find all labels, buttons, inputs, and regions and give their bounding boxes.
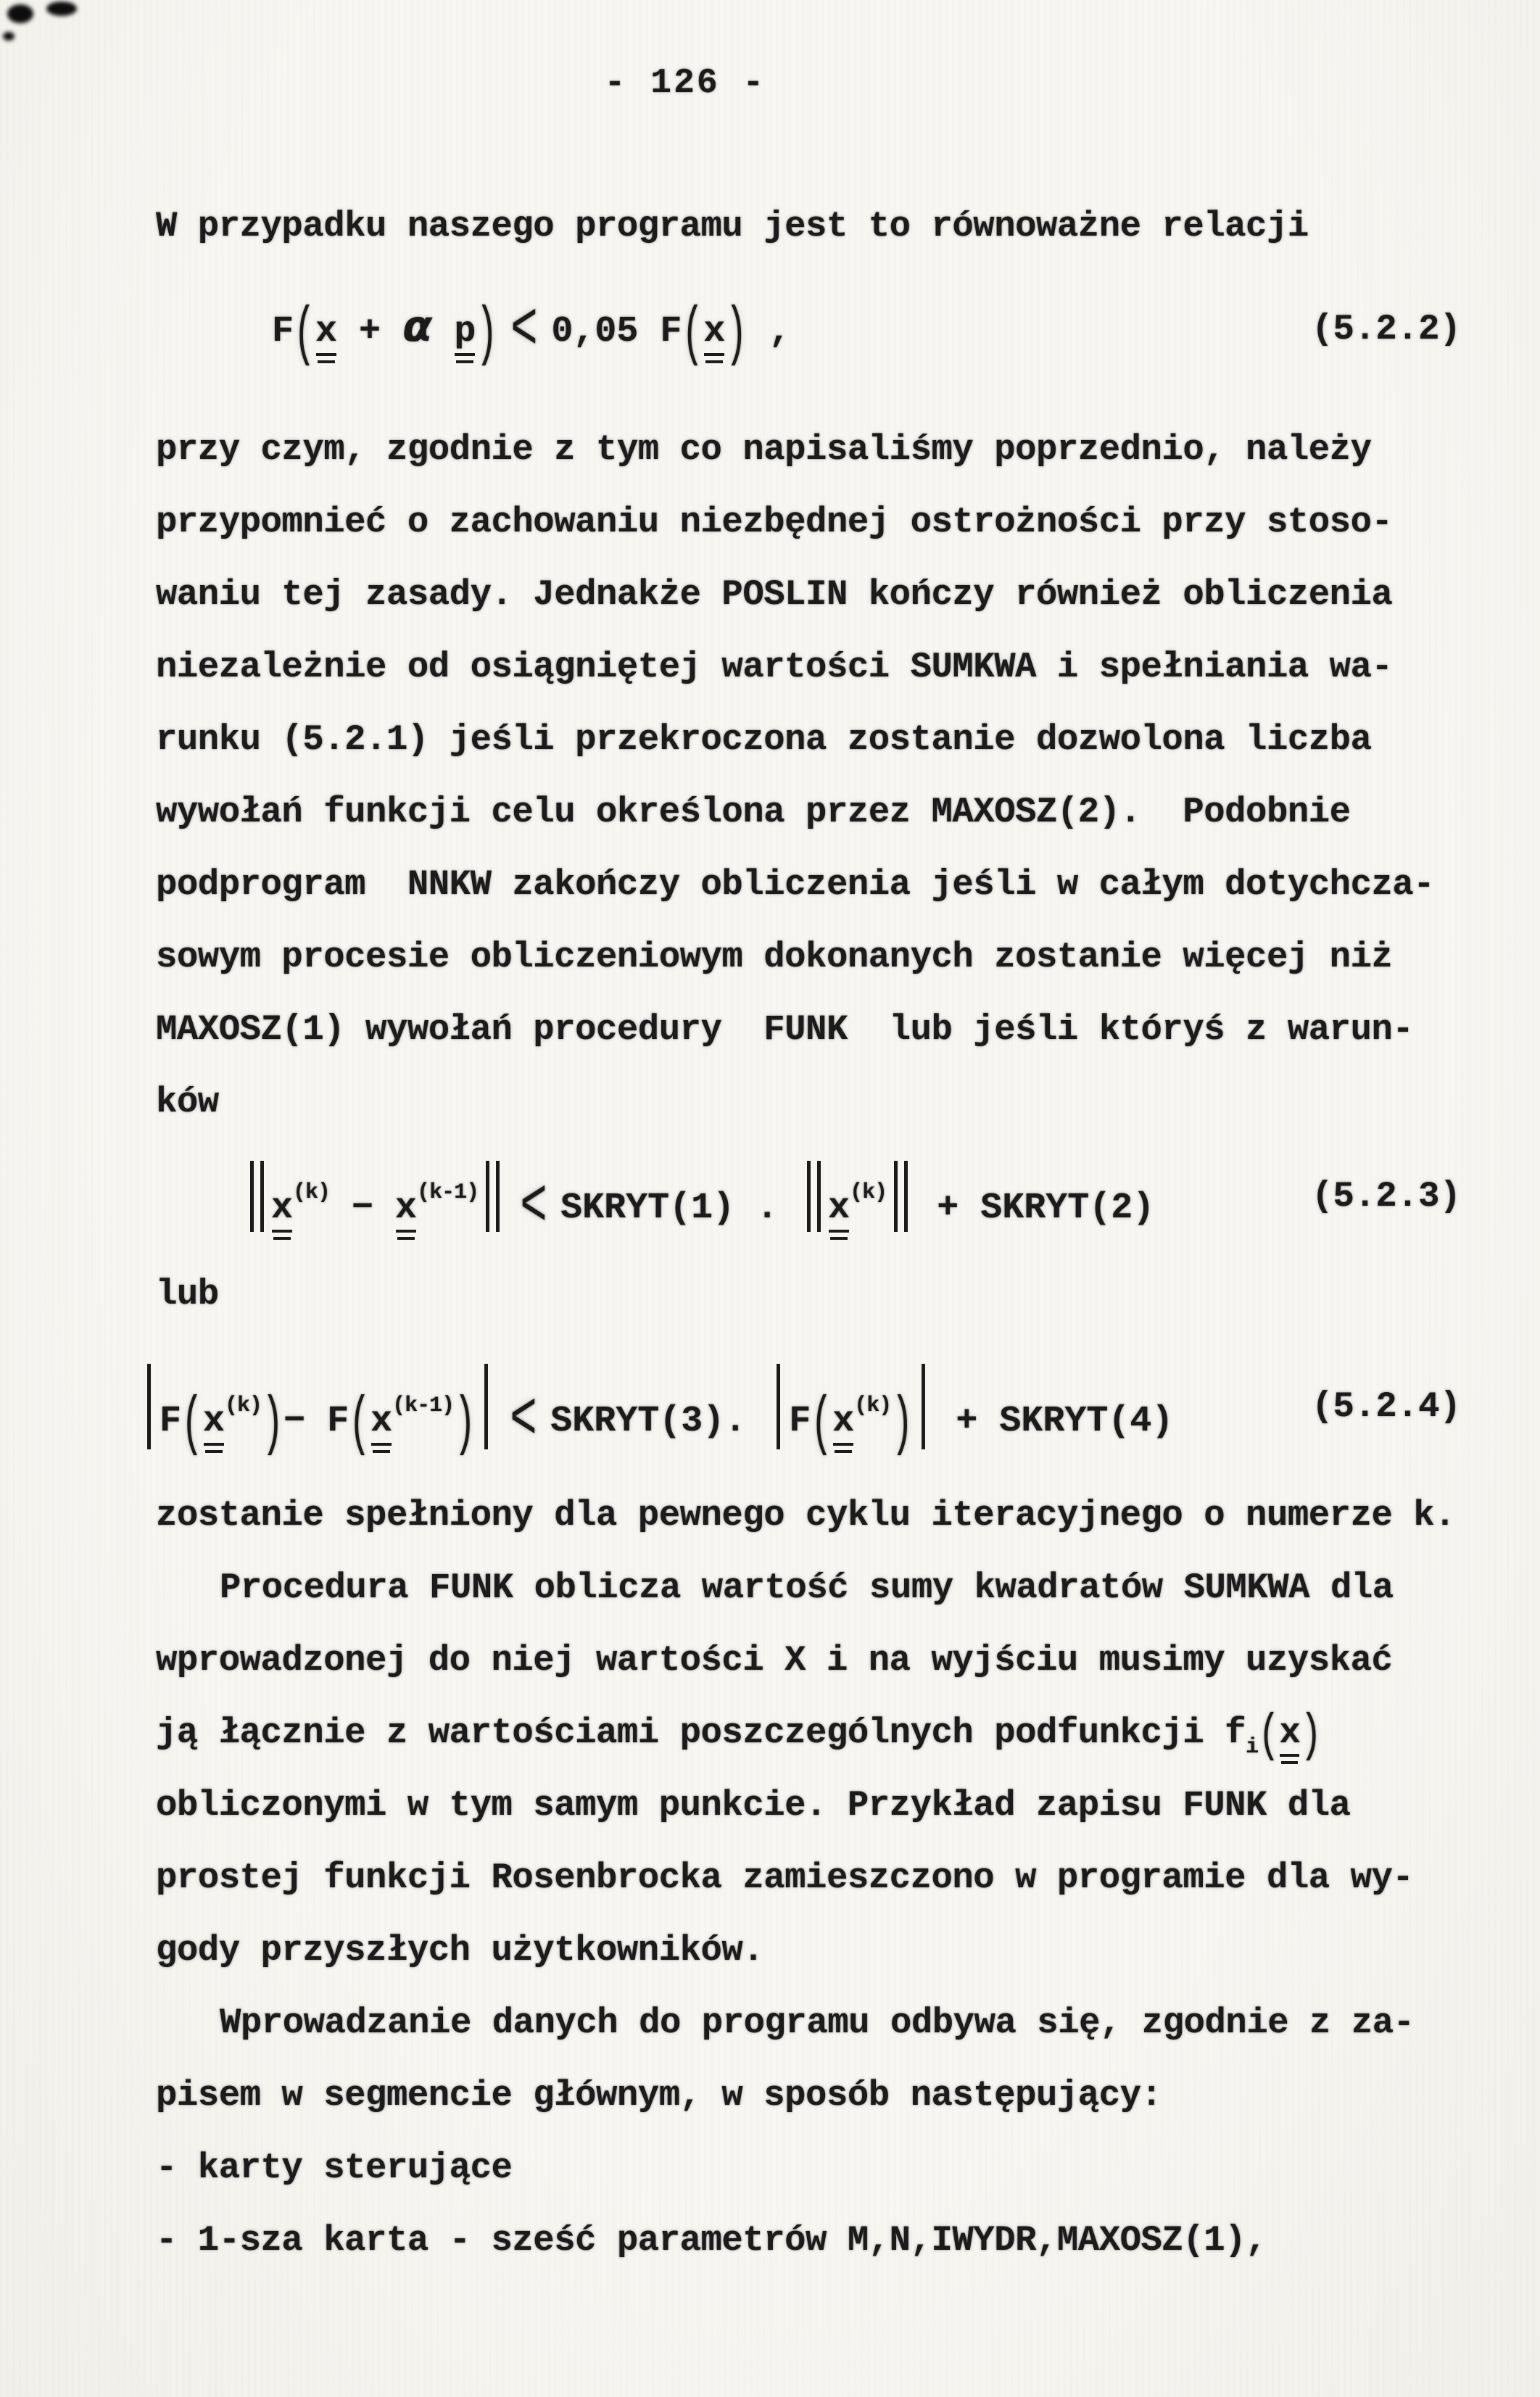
paren-open: ( bbox=[181, 1388, 204, 1463]
page-body bbox=[156, 190, 1461, 2277]
math-token: + bbox=[337, 310, 403, 352]
math-token: SKRYT(2) bbox=[980, 1188, 1155, 1229]
paragraph-line: gody przyszłych użytkowników. bbox=[156, 1930, 764, 1971]
less-than-symbol: < bbox=[510, 1381, 537, 1461]
paren-open: ( bbox=[349, 1388, 371, 1463]
vector-x: x bbox=[370, 1401, 393, 1442]
paren-close: ) bbox=[891, 1388, 914, 1463]
paragraph bbox=[156, 1987, 1461, 2277]
paren-close: ) bbox=[725, 298, 748, 373]
vector-x: x bbox=[832, 1401, 855, 1442]
paragraph-line: prostej funkcji Rosenbrocka zamieszczono w programie dla wy- bbox=[156, 1858, 1414, 1898]
plus-symbol: + bbox=[934, 1401, 1000, 1442]
scan-smudge bbox=[7, 4, 33, 23]
subscript-i: i bbox=[1246, 1735, 1259, 1760]
vector-x: x bbox=[1279, 1713, 1301, 1753]
vector-x: x bbox=[703, 310, 726, 352]
abs-bar bbox=[484, 1364, 488, 1449]
superscript: (k) bbox=[850, 1180, 887, 1205]
paren-open: ( bbox=[811, 1388, 833, 1463]
math-token: SKRYT(3) bbox=[550, 1401, 725, 1442]
paren-close: ) bbox=[476, 298, 498, 373]
paren-open: ( bbox=[294, 298, 316, 373]
vector-x: x bbox=[395, 1188, 418, 1229]
paragraph-line: pisem w segmencie głównym, w sposób następujący: bbox=[156, 2075, 1162, 2116]
list-item-line: - 1-sza karta - sześć parametrów M,N,IWYDR,MAXOSZ(1), bbox=[156, 2220, 1267, 2261]
plus-symbol: + bbox=[915, 1188, 981, 1229]
paragraph-line: zostanie spełniony dla pewnego cyklu iteracyjnego o numerze k. bbox=[156, 1495, 1456, 1536]
formula-5-2-3 bbox=[156, 1138, 1461, 1254]
equation-number: (5.2.4) bbox=[1312, 1386, 1461, 1427]
superscript: (k) bbox=[854, 1394, 892, 1418]
paragraph-line: niezależnie od osiągniętej wartości SUMKWA i spełniania wa- bbox=[156, 647, 1393, 687]
superscript: (k) bbox=[293, 1180, 331, 1205]
superscript: (k) bbox=[225, 1394, 262, 1418]
scan-smudge bbox=[3, 32, 15, 41]
norm-bars bbox=[807, 1161, 821, 1232]
paragraph-line: runku (5.2.1) jeśli przekroczona zostanie dozwolona liczba bbox=[156, 719, 1372, 760]
norm-bars bbox=[250, 1161, 264, 1232]
formula-expression bbox=[138, 1364, 1174, 1463]
abs-bar bbox=[147, 1364, 151, 1449]
minus-symbol: − bbox=[283, 1401, 328, 1442]
less-than-symbol: < bbox=[520, 1168, 547, 1248]
formula-5-2-2 bbox=[156, 262, 1461, 396]
list-item-line: - karty sterujące bbox=[156, 2148, 513, 2188]
paragraph-line: ków bbox=[156, 1082, 219, 1122]
math-token: F bbox=[272, 310, 294, 352]
paragraph-line: sowym procesie obliczeniowym dokonanych zostanie więcej niż bbox=[156, 937, 1393, 977]
norm-bars bbox=[894, 1161, 908, 1232]
paragraph-line: obliczonymi w tym samym punkcie. Przykład zapisu FUNK dla bbox=[156, 1785, 1351, 1826]
multiplication-dot: . bbox=[724, 1401, 769, 1442]
math-token: SKRYT(1) bbox=[560, 1188, 735, 1229]
formula-expression bbox=[243, 1161, 1155, 1248]
math-token: F bbox=[327, 1401, 349, 1442]
paragraph-line: waniu tej zasady. Jednakże POSLIN kończy również obliczenia bbox=[156, 574, 1393, 615]
equation-number: (5.2.3) bbox=[1312, 1176, 1461, 1217]
paragraph-text: ją łącznie z wartościami poszczególnych podfunkcji f bbox=[156, 1713, 1246, 1753]
paragraph-line: Procedura FUNK oblicza wartość sumy kwadratów SUMKWA dla bbox=[220, 1568, 1394, 1608]
paragraph-line: Wprowadzanie danych do programu odbywa się, zgodnie z za- bbox=[220, 2003, 1415, 2043]
vector-x: x bbox=[315, 310, 338, 352]
vector-x: x bbox=[828, 1188, 850, 1229]
math-token: SKRYT(4) bbox=[999, 1401, 1174, 1442]
paragraph-line: przypomnieć o zachowaniu niezbędnej ostrożności przy stoso- bbox=[156, 502, 1393, 542]
paragraph-line-with-math bbox=[156, 1697, 1461, 1769]
paragraph-line: podprogram NNKW zakończy obliczenia jeśli w całym dotychcza- bbox=[156, 864, 1435, 905]
equation-number: (5.2.2) bbox=[1312, 309, 1461, 349]
math-token bbox=[432, 311, 454, 352]
multiplication-dot: . bbox=[734, 1188, 800, 1229]
paragraph bbox=[156, 1479, 1461, 1987]
abs-bar bbox=[922, 1364, 925, 1449]
superscript: (k-1) bbox=[417, 1180, 479, 1205]
abs-bar bbox=[777, 1364, 780, 1449]
math-token: F bbox=[789, 1401, 811, 1442]
paragraph-line: MAXOSZ(1) wywołań procedury FUNK lub jeśli któryś z warun- bbox=[156, 1009, 1414, 1050]
page-number: - 126 - bbox=[604, 64, 766, 103]
norm-bars bbox=[486, 1161, 500, 1232]
math-token: F bbox=[660, 310, 682, 352]
connector-word: lub bbox=[156, 1274, 219, 1315]
vector-x: x bbox=[203, 1401, 225, 1442]
math-token: 0,05 bbox=[551, 310, 661, 352]
paren-close: ) bbox=[454, 1388, 476, 1463]
math-token: , bbox=[747, 310, 791, 352]
vector-x: x bbox=[271, 1188, 294, 1229]
math-token: F bbox=[160, 1401, 182, 1442]
vector-p: p bbox=[454, 310, 476, 352]
paragraph-line: wprowadzonej do niej wartości X i na wyjściu musimy uzyskać bbox=[156, 1640, 1393, 1681]
paragraph bbox=[156, 413, 1461, 1138]
paren-open: ( bbox=[682, 298, 704, 373]
paragraph-line: W przypadku naszego programu jest to równoważne relacji bbox=[156, 206, 1309, 247]
paragraph-line: przy czym, zgodnie z tym co napisaliśmy poprzednio, należy bbox=[156, 429, 1372, 470]
minus-symbol: − bbox=[330, 1188, 396, 1229]
paren-close: ) bbox=[1300, 1706, 1322, 1765]
formula-expression bbox=[272, 291, 791, 373]
alpha-symbol: α bbox=[402, 300, 433, 352]
formula-5-2-4 bbox=[138, 1334, 1461, 1479]
scan-smudge bbox=[46, 1, 77, 16]
less-than-symbol: < bbox=[510, 291, 539, 370]
superscript: (k-1) bbox=[392, 1394, 455, 1418]
paren-close: ) bbox=[262, 1388, 284, 1463]
paragraph-line: wywołań funkcji celu określona przez MAXOSZ(2). Podobnie bbox=[156, 792, 1351, 832]
paren-open: ( bbox=[1258, 1706, 1280, 1765]
